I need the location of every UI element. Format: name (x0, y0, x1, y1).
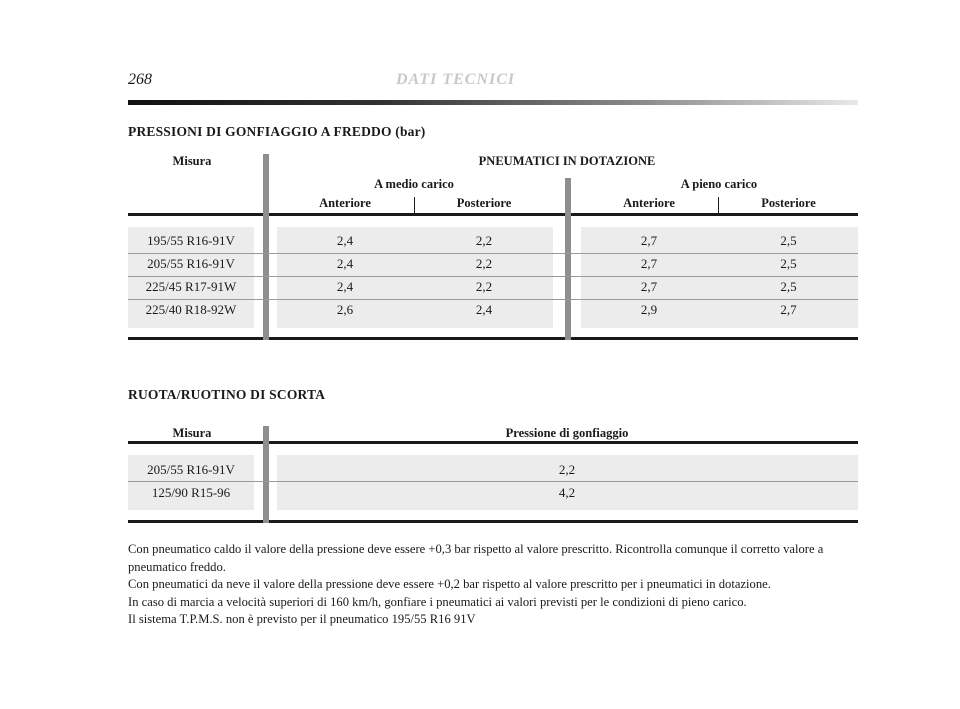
spare-title: RUOTA/RUOTINO DI SCORTA (128, 387, 326, 402)
spare-tire-size: 125/90 R15-96 (151, 485, 231, 500)
row-separator (128, 481, 858, 482)
table1-bottom-rule (128, 337, 858, 340)
spare-size-header: Misura (172, 426, 212, 440)
row-separator (128, 253, 858, 254)
note-high-speed: In caso di marcia a velocità superiori di 160 km/h, gonfiare i pneumatici ai valori previsti per le condizioni di pieno carico. (128, 594, 747, 609)
header-rule (128, 100, 858, 105)
pressure-value: 2,4 (336, 233, 354, 248)
page-number: 268 (128, 71, 152, 88)
table2-size-divider (263, 426, 269, 523)
note-snow-tyre: Con pneumatici da neve il valore della pressione deve essere +0,2 bar rispetto al valore prescritto per i pneumatici in dotazione. (128, 577, 771, 591)
full-load-header: A pieno carico (680, 177, 758, 191)
col-size-header: Misura (172, 154, 212, 168)
full-front-header: Anteriore (623, 196, 675, 210)
pressure-value: 2,9 (640, 302, 658, 317)
pressure-value: 2,2 (475, 256, 493, 271)
medium-load-header: A medio carico (374, 177, 454, 191)
spare-pressure-header: Pressione di gonfiaggio (505, 426, 629, 440)
medium-rear-header: Posteriore (456, 196, 512, 210)
pressure-value: 2,5 (780, 233, 797, 248)
pressure-value: 2,2 (475, 279, 493, 294)
pressure-value: 2,7 (640, 279, 658, 294)
full-rear-header: Posteriore (761, 196, 816, 210)
row-separator (128, 299, 858, 300)
tire-size: 225/40 R18-92W (145, 302, 237, 317)
table1-load-divider (565, 178, 571, 340)
pressure-value: 2,7 (640, 233, 658, 248)
table1-top-rule (128, 213, 858, 216)
pressure-value: 2,4 (336, 256, 354, 271)
medium-front-header: Anteriore (319, 196, 371, 210)
notes (128, 541, 860, 629)
tire-size: 205/55 R16-91V (147, 256, 235, 271)
spare-tire-size: 205/55 R16-91V (147, 462, 235, 477)
tire-size: 195/55 R16-91V (147, 233, 235, 248)
spare-pressure-value: 4,2 (558, 485, 576, 500)
tire-size: 225/45 R17-91W (145, 279, 237, 294)
table2-top-rule (128, 441, 858, 444)
col-group-header: PNEUMATICI IN DOTAZIONE (478, 154, 656, 168)
note-tpms: Il sistema T.P.M.S. non è previsto per il pneumatico 195/55 R16 91V (128, 612, 476, 626)
table1-size-divider (263, 154, 269, 340)
row-separator (128, 276, 858, 277)
pressure-value: 2,4 (336, 279, 354, 294)
full-subdivider (718, 197, 719, 214)
pressure-value: 2,2 (475, 233, 493, 248)
spare-pressure-value: 2,2 (558, 462, 576, 477)
pressure-value: 2,5 (780, 256, 797, 271)
pressure-value: 2,7 (640, 256, 658, 271)
pressure-value: 2,6 (336, 302, 354, 317)
table2-bottom-rule (128, 520, 858, 523)
medium-subdivider (414, 197, 415, 214)
pressure-value: 2,5 (780, 279, 797, 294)
running-title: DATI TECNICI (396, 71, 516, 88)
note-hot-tyre: Con pneumatico caldo il valore della pressione deve essere +0,3 bar rispetto al valore prescritto. Ricontrolla comunque il corretto valore a pneumatico freddo. (128, 542, 824, 574)
pressure-value: 2,7 (780, 302, 797, 317)
pressure-value: 2,4 (475, 302, 493, 317)
cold-pressure-title: PRESSIONI DI GONFIAGGIO A FREDDO (bar) (128, 124, 426, 139)
